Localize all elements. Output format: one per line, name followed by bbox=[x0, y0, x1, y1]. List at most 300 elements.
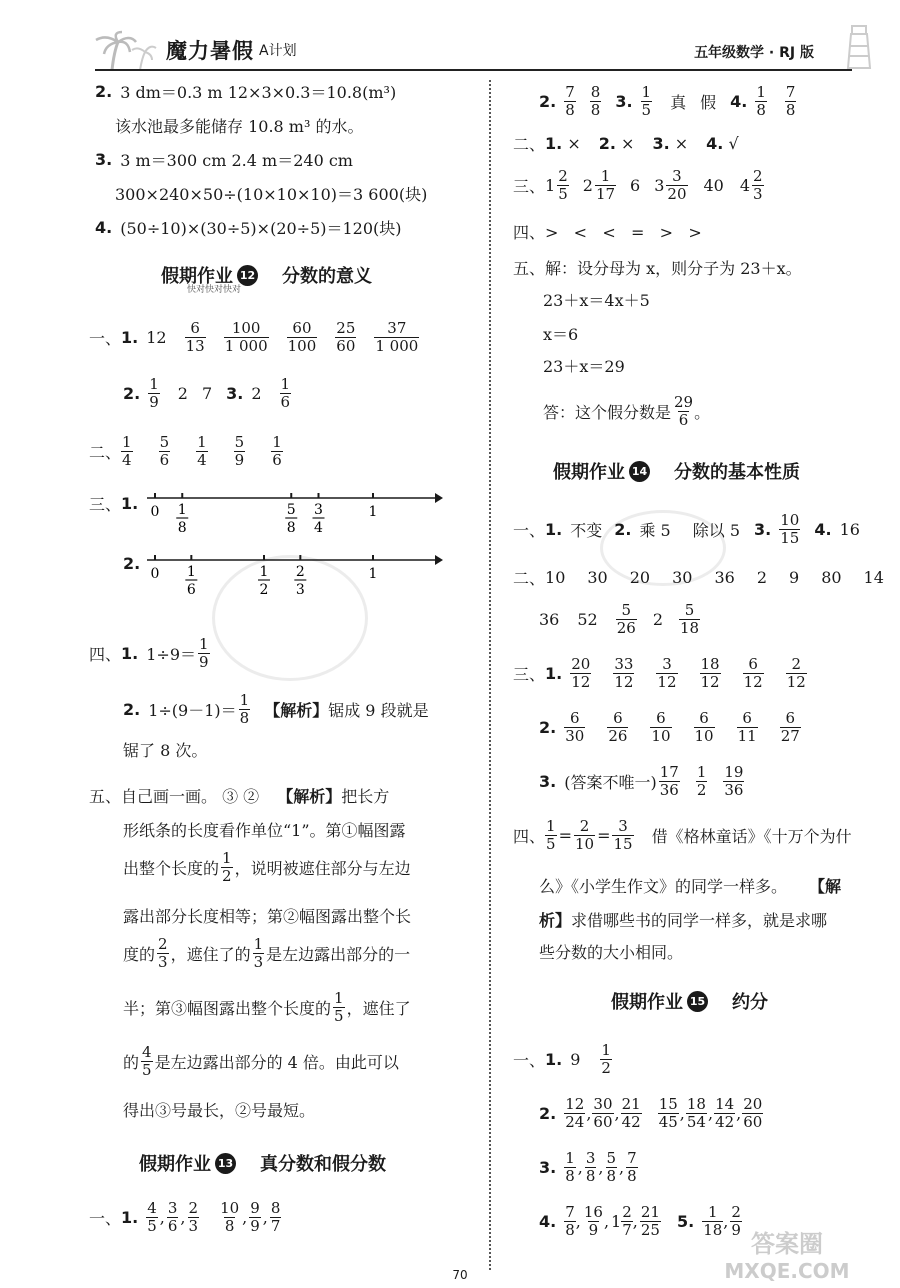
fraction bbox=[714, 1096, 735, 1132]
fraction bbox=[785, 84, 797, 120]
fraction bbox=[224, 320, 269, 356]
fraction bbox=[640, 1204, 661, 1240]
item-number: 1. bbox=[121, 1208, 139, 1228]
numerator: 8 bbox=[270, 1199, 281, 1217]
fraction-group bbox=[146, 1200, 281, 1236]
answer-text: 3 dm＝0.3 m 12×3×0.3＝10.8(m³) bbox=[120, 83, 397, 102]
section-title: 真分数和假分数 bbox=[260, 1154, 386, 1175]
question-prefix: 三、 bbox=[89, 495, 122, 514]
denominator: 9 bbox=[731, 1221, 741, 1240]
fraction bbox=[374, 320, 419, 356]
separator: , bbox=[679, 1104, 685, 1124]
denominator: 7 bbox=[622, 1221, 632, 1240]
answer-text: 乘 5 bbox=[639, 521, 671, 541]
fraction bbox=[335, 320, 356, 356]
fraction bbox=[239, 692, 251, 728]
numerator: 6 bbox=[656, 709, 666, 727]
numerator: 21 bbox=[640, 1203, 660, 1221]
denominator: 10 bbox=[694, 727, 714, 746]
tick-label-fraction bbox=[185, 564, 197, 596]
item-number: 4. bbox=[706, 134, 724, 153]
value-group bbox=[539, 610, 598, 629]
answer-line bbox=[543, 288, 658, 311]
numerator: 20 bbox=[571, 655, 591, 673]
item-number: 1. bbox=[121, 328, 139, 348]
fraction bbox=[148, 376, 160, 412]
header-rule bbox=[95, 69, 852, 71]
answer-text: 解：设分母为 x，则分子为 23＋x。 bbox=[545, 259, 802, 278]
fraction bbox=[743, 656, 764, 692]
denominator: 8 bbox=[565, 1221, 575, 1240]
numerator: 2 bbox=[158, 935, 168, 953]
fraction bbox=[752, 168, 764, 204]
answer-line-r2 bbox=[513, 132, 747, 155]
answer-text: ，遮住了的 bbox=[170, 945, 251, 965]
fraction bbox=[613, 656, 634, 692]
question-prefix: 五、 bbox=[513, 259, 546, 278]
denominator: 12 bbox=[743, 673, 763, 692]
denominator: 24 bbox=[565, 1113, 585, 1132]
denominator: 27 bbox=[780, 727, 800, 746]
denominator: 3 bbox=[753, 185, 763, 204]
numerator: 7 bbox=[565, 83, 575, 101]
answer-text: 300×240×50÷(10×10×10)＝3 600(块) bbox=[115, 185, 428, 204]
numerator: 2 bbox=[295, 564, 305, 580]
fraction bbox=[167, 1200, 179, 1236]
numerator: 3 bbox=[672, 167, 682, 185]
numerator: 6 bbox=[569, 709, 580, 727]
section-label: 假期作业 bbox=[553, 462, 625, 483]
denominator: 7 bbox=[270, 1217, 281, 1236]
answer-text: 假 bbox=[700, 93, 717, 113]
answer-line bbox=[123, 1098, 323, 1121]
item-number: 1. bbox=[121, 644, 139, 664]
number-line-labels bbox=[185, 564, 306, 596]
answer-text: 答：这个假分数是 bbox=[543, 403, 672, 423]
item-number: 4. bbox=[814, 520, 832, 540]
numerator: 9 bbox=[250, 1199, 260, 1217]
answer-line bbox=[95, 148, 361, 171]
equation-text: 23＋x＝29 bbox=[543, 357, 625, 376]
answer-line-q15-1 bbox=[513, 1042, 620, 1078]
section-label: 假期作业 bbox=[161, 266, 233, 287]
fraction bbox=[564, 1150, 576, 1186]
answer-text: 16 bbox=[839, 520, 860, 540]
fraction bbox=[564, 1204, 576, 1240]
item-number: 1. bbox=[545, 664, 563, 684]
denominator: 9 bbox=[250, 1217, 260, 1236]
answer-text: 露出部分长度相等；第②幅图露出整个长 bbox=[123, 907, 412, 926]
tick-label-zero: 0 bbox=[150, 504, 160, 520]
answer-line-q14-2 bbox=[513, 566, 892, 589]
answer-line bbox=[115, 114, 371, 137]
answer-line bbox=[543, 354, 633, 377]
item-number: 3. bbox=[95, 150, 113, 169]
item-number: 3. bbox=[615, 92, 633, 112]
answer-text: 4 bbox=[739, 176, 751, 196]
watermark-line: 答案圈 bbox=[751, 1230, 823, 1258]
section-number-badge: 15 bbox=[687, 991, 708, 1012]
section-label: 假期作业 bbox=[139, 1154, 211, 1175]
denominator: 5 bbox=[142, 1061, 152, 1080]
site-watermark bbox=[692, 1224, 882, 1283]
fraction bbox=[157, 936, 169, 972]
question-prefix: 三、 bbox=[513, 665, 546, 685]
fraction bbox=[779, 512, 800, 548]
numerator: 1 bbox=[600, 167, 611, 185]
denominator: 4 bbox=[314, 520, 323, 534]
answer-text: 出整个长度的 bbox=[123, 859, 220, 879]
numerator: 5 bbox=[621, 601, 632, 619]
palm-tree-icon bbox=[90, 30, 160, 70]
tick-label-one: 1 bbox=[368, 566, 378, 582]
denominator: 2 bbox=[601, 1059, 611, 1078]
denominator: 10 bbox=[651, 727, 671, 746]
answer-text: 么》《小学生作文》的同学一样多。 bbox=[539, 877, 788, 896]
question-prefix: 四、 bbox=[89, 645, 122, 665]
denominator: 6 bbox=[272, 451, 282, 470]
fraction bbox=[545, 818, 557, 854]
denominator: 15 bbox=[780, 529, 800, 548]
answer-text: 该水池最多能储存 10.8 m³ 的水。 bbox=[115, 117, 364, 136]
fraction bbox=[658, 1096, 679, 1132]
denominator: 3 bbox=[188, 1217, 199, 1236]
answer-line bbox=[123, 850, 419, 886]
fraction bbox=[196, 434, 208, 470]
item-number: 1. bbox=[545, 134, 563, 153]
numerator: 1 bbox=[259, 564, 269, 580]
answer-line bbox=[123, 1044, 407, 1080]
denominator: 60 bbox=[593, 1113, 613, 1132]
denominator: 2 bbox=[259, 582, 269, 596]
denominator: 3 bbox=[295, 582, 305, 596]
equation-text: 23＋x＝4x＋5 bbox=[543, 291, 650, 310]
question-prefix: 二、 bbox=[89, 443, 122, 463]
answer-line-q15-4: 4. $\frac{7}{8}$ , $\frac{16}{9}$ , 1 $\frac{2}{7}$ , $\frac{21}{25}$ 5. $\frac{1}{18}$ , $\frac{2}{9}$ bbox=[539, 1203, 741, 1240]
numerator: 2 bbox=[791, 655, 802, 673]
item-number: 4. bbox=[730, 92, 748, 112]
answer-text: 2 bbox=[251, 384, 262, 404]
fraction bbox=[626, 1150, 638, 1186]
answer-value: 36 bbox=[714, 568, 735, 587]
answer-line-q5 bbox=[89, 784, 397, 807]
fraction bbox=[641, 84, 653, 120]
numerator: 6 bbox=[742, 709, 752, 727]
denominator: 8 bbox=[177, 520, 187, 534]
answer-line-r1 bbox=[539, 84, 804, 120]
denominator: 8 bbox=[239, 709, 250, 728]
denominator: 6 bbox=[280, 393, 291, 412]
answer-line bbox=[539, 940, 691, 963]
numerator: 5 bbox=[606, 1149, 617, 1167]
numerator: 7 bbox=[627, 1149, 637, 1167]
denominator: 5 bbox=[558, 185, 568, 204]
answer-line-r3 bbox=[513, 168, 772, 204]
numerator: 14 bbox=[715, 1095, 735, 1113]
denominator: 9 bbox=[588, 1221, 599, 1240]
denominator: 100 bbox=[287, 337, 317, 356]
denominator: 8 bbox=[224, 1217, 235, 1236]
numerator: 3 bbox=[167, 1199, 178, 1217]
fraction bbox=[221, 850, 233, 886]
column-divider bbox=[489, 80, 491, 1270]
denominator: 8 bbox=[606, 1167, 617, 1186]
fraction bbox=[574, 818, 595, 854]
value-group bbox=[545, 568, 884, 587]
analysis-tag: 【解析】 bbox=[264, 701, 329, 721]
fraction bbox=[621, 1204, 633, 1240]
answer-line-q1-2 bbox=[123, 376, 299, 412]
answer-value: 2 bbox=[756, 568, 767, 587]
answer-text: 不变 bbox=[570, 521, 603, 541]
numerator: 21 bbox=[621, 1095, 641, 1113]
fraction bbox=[234, 434, 246, 470]
denominator: 9 bbox=[199, 653, 209, 672]
denominator: 8 bbox=[286, 520, 296, 534]
numerator: 1 bbox=[756, 83, 766, 101]
numerator: 15 bbox=[658, 1095, 678, 1113]
section-title: 分数的基本性质 bbox=[674, 462, 800, 483]
answer-text: 形纸条的长度看作单位“1”。第①幅图露 bbox=[123, 821, 406, 840]
numerator: 5 bbox=[286, 502, 296, 518]
denominator: 6 bbox=[159, 451, 170, 470]
section-number-badge: 13 bbox=[215, 1153, 236, 1174]
item-number: 3. bbox=[539, 1158, 557, 1178]
denominator: 11 bbox=[737, 727, 757, 746]
answer-line-q14-7: 四、 $\frac{1}{5}$ = $\frac{2}{10}$ = $\frac{3}{15}$ 借《格林童话》《十万个为什 bbox=[513, 817, 852, 854]
separator: , bbox=[736, 1104, 742, 1124]
denominator: 36 bbox=[659, 781, 679, 800]
answer-text: 2 bbox=[652, 610, 663, 630]
fraction bbox=[583, 1204, 604, 1240]
numerator: 5 bbox=[234, 433, 245, 451]
fraction bbox=[686, 1096, 707, 1132]
numerator: 7 bbox=[785, 83, 796, 101]
numerator: 1 bbox=[546, 817, 556, 835]
judgement-item bbox=[706, 134, 739, 153]
denominator: 10 bbox=[574, 835, 595, 854]
answer-line-q3-1 bbox=[89, 492, 146, 515]
section-label: 假期作业 bbox=[611, 992, 683, 1013]
answer-line-q4-1 bbox=[89, 636, 218, 672]
item-number: 2. bbox=[614, 520, 632, 540]
numerator: 2 bbox=[753, 167, 763, 185]
numerator: 5 bbox=[684, 601, 695, 619]
question-prefix: 三、 bbox=[513, 177, 546, 197]
section-title: 分数的意义 bbox=[282, 266, 372, 287]
answer-line bbox=[123, 936, 418, 972]
analysis-tag: 【解 bbox=[809, 877, 842, 896]
answer-line-r9 bbox=[543, 394, 718, 430]
fraction bbox=[606, 1150, 618, 1186]
answer-text: 7 bbox=[201, 384, 213, 404]
answer-text: 求借哪些书的同学一样多，就是求哪 bbox=[571, 911, 828, 930]
fraction bbox=[679, 602, 700, 638]
item-number: 2. bbox=[539, 1104, 557, 1124]
answer-text: 半；第③幅图露出整个长度的 bbox=[123, 999, 332, 1019]
denominator: 17 bbox=[595, 185, 616, 204]
judgement-mark: × bbox=[562, 134, 581, 153]
numerator: 4 bbox=[142, 1043, 152, 1061]
number-line-arrow bbox=[435, 555, 443, 565]
judgement-item bbox=[652, 134, 688, 153]
answer-text: (50÷10)×(30÷5)×(20÷5)＝120(块) bbox=[120, 219, 402, 238]
answer-text: 1÷9＝ bbox=[146, 645, 197, 665]
fraction-group bbox=[564, 1150, 637, 1186]
fraction bbox=[188, 1200, 200, 1236]
number-line-2 bbox=[143, 550, 443, 596]
denominator: 8 bbox=[785, 101, 796, 120]
numerator: 100 bbox=[231, 319, 261, 337]
answer-text: 40 bbox=[703, 176, 724, 196]
answer-line bbox=[543, 322, 586, 345]
equation-text: x＝6 bbox=[543, 325, 579, 344]
numerator: 5 bbox=[159, 433, 170, 451]
answer-text: 真 bbox=[670, 93, 687, 113]
answer-text: 锯成 9 段就是 bbox=[328, 701, 429, 721]
question-prefix: 二、 bbox=[513, 135, 546, 154]
numerator: 30 bbox=[593, 1095, 613, 1113]
numerator: 1 bbox=[177, 502, 187, 518]
separator: , bbox=[180, 1208, 186, 1228]
number-line-arrow bbox=[435, 493, 443, 503]
answer-line bbox=[539, 874, 849, 897]
numerator: 1 bbox=[601, 1041, 611, 1059]
numerator: 16 bbox=[583, 1203, 603, 1221]
numerator: 18 bbox=[700, 655, 720, 673]
item-number: 2. bbox=[95, 82, 113, 101]
denominator: 3 bbox=[253, 953, 264, 972]
answer-text: 五、自己画一画。 ③ ② bbox=[89, 787, 260, 806]
question-prefix: 一、 bbox=[513, 1051, 546, 1071]
fraction bbox=[592, 1096, 613, 1132]
numerator: 1 bbox=[696, 763, 707, 781]
fraction bbox=[557, 168, 569, 204]
answer-text: 6 bbox=[630, 176, 641, 196]
fraction bbox=[570, 656, 591, 692]
item-number: 2. bbox=[539, 718, 557, 738]
numerator: 10 bbox=[780, 511, 800, 529]
fraction bbox=[696, 764, 708, 800]
question-prefix: 一、 bbox=[513, 521, 546, 541]
denominator: 12 bbox=[657, 673, 677, 692]
denominator: 12 bbox=[700, 673, 720, 692]
fraction-group bbox=[121, 434, 283, 470]
answer-text: 2 bbox=[582, 176, 593, 196]
denominator: 9 bbox=[149, 393, 159, 412]
page-header bbox=[0, 0, 900, 72]
denominator: 8 bbox=[565, 1167, 575, 1186]
numerator: 1 bbox=[334, 989, 344, 1007]
question-prefix: 四、 bbox=[513, 827, 546, 847]
item-number: 1. bbox=[545, 520, 563, 540]
item-number: 3. bbox=[226, 384, 244, 404]
fraction bbox=[159, 434, 171, 470]
tick-label-fraction bbox=[313, 502, 325, 534]
answer-line bbox=[95, 80, 404, 103]
answer-text: 四、> < < = > > bbox=[513, 223, 702, 242]
answer-value: 9 bbox=[789, 568, 800, 587]
fraction bbox=[564, 710, 585, 746]
denominator: 5 bbox=[546, 835, 556, 854]
numerator: 37 bbox=[387, 319, 407, 337]
numerator: 12 bbox=[565, 1095, 585, 1113]
numerator: 1 bbox=[239, 691, 250, 709]
fraction bbox=[786, 656, 807, 692]
fraction bbox=[219, 1200, 240, 1236]
denominator: 5 bbox=[641, 101, 652, 120]
section-number-badge: 12 bbox=[237, 265, 258, 286]
fraction bbox=[666, 168, 687, 204]
separator: , bbox=[586, 1104, 592, 1124]
fraction bbox=[270, 1200, 282, 1236]
numerator: 1 bbox=[253, 935, 264, 953]
denominator: 5 bbox=[334, 1007, 344, 1026]
denominator: 42 bbox=[715, 1113, 735, 1132]
fraction bbox=[333, 990, 345, 1026]
answer-text: 些分数的大小相同。 bbox=[539, 943, 684, 962]
fraction bbox=[185, 320, 206, 356]
denominator: 8 bbox=[585, 1167, 596, 1186]
numerator: 6 bbox=[190, 319, 200, 337]
numerator: 1 bbox=[199, 635, 209, 653]
numerator: 7 bbox=[565, 1203, 575, 1221]
numerator: 3 bbox=[618, 817, 628, 835]
fraction bbox=[198, 636, 210, 672]
item-number: 3. bbox=[652, 134, 670, 153]
fraction bbox=[141, 1044, 153, 1080]
numerator: 1 bbox=[197, 433, 207, 451]
fraction bbox=[595, 168, 616, 204]
answer-line-q14-4 bbox=[513, 656, 815, 692]
separator: , bbox=[619, 1158, 625, 1178]
answer-line bbox=[123, 904, 419, 927]
fraction-group bbox=[570, 656, 807, 692]
denominator: 6 bbox=[678, 411, 689, 430]
fraction bbox=[612, 818, 633, 854]
grade-label: 五年级数学 · RJ 版 bbox=[694, 45, 814, 61]
separator: , bbox=[598, 1158, 604, 1178]
denominator: 60 bbox=[743, 1113, 763, 1132]
denominator: 54 bbox=[686, 1113, 706, 1132]
separator: , bbox=[614, 1104, 620, 1124]
denominator: 6 bbox=[167, 1217, 178, 1236]
stamp-caption: 快对快对快对 bbox=[187, 285, 242, 295]
item-number: 2. bbox=[123, 700, 141, 720]
fraction bbox=[723, 764, 744, 800]
numerator: 1 bbox=[707, 1203, 718, 1221]
denominator: 15 bbox=[613, 835, 633, 854]
item-number: 5. bbox=[676, 1212, 695, 1232]
fraction bbox=[121, 434, 133, 470]
answer-line bbox=[123, 738, 215, 761]
answer-text: 除以 5 bbox=[692, 521, 741, 541]
answer-line bbox=[123, 990, 419, 1026]
answer-text: ，遮住了 bbox=[346, 999, 411, 1019]
answer-text: 把长方 bbox=[341, 787, 390, 806]
fraction bbox=[585, 1150, 597, 1186]
fraction bbox=[780, 710, 801, 746]
fraction bbox=[271, 434, 283, 470]
answer-text: 2 bbox=[177, 384, 188, 404]
answer-value: 36 bbox=[539, 610, 560, 630]
fraction bbox=[694, 710, 715, 746]
numerator: 3 bbox=[662, 655, 672, 673]
answer-text: 3 m＝300 cm 2.4 m＝240 cm bbox=[120, 151, 353, 170]
separator: , bbox=[707, 1104, 714, 1124]
denominator: 26 bbox=[608, 727, 628, 746]
answer-value: 14 bbox=[863, 568, 884, 587]
